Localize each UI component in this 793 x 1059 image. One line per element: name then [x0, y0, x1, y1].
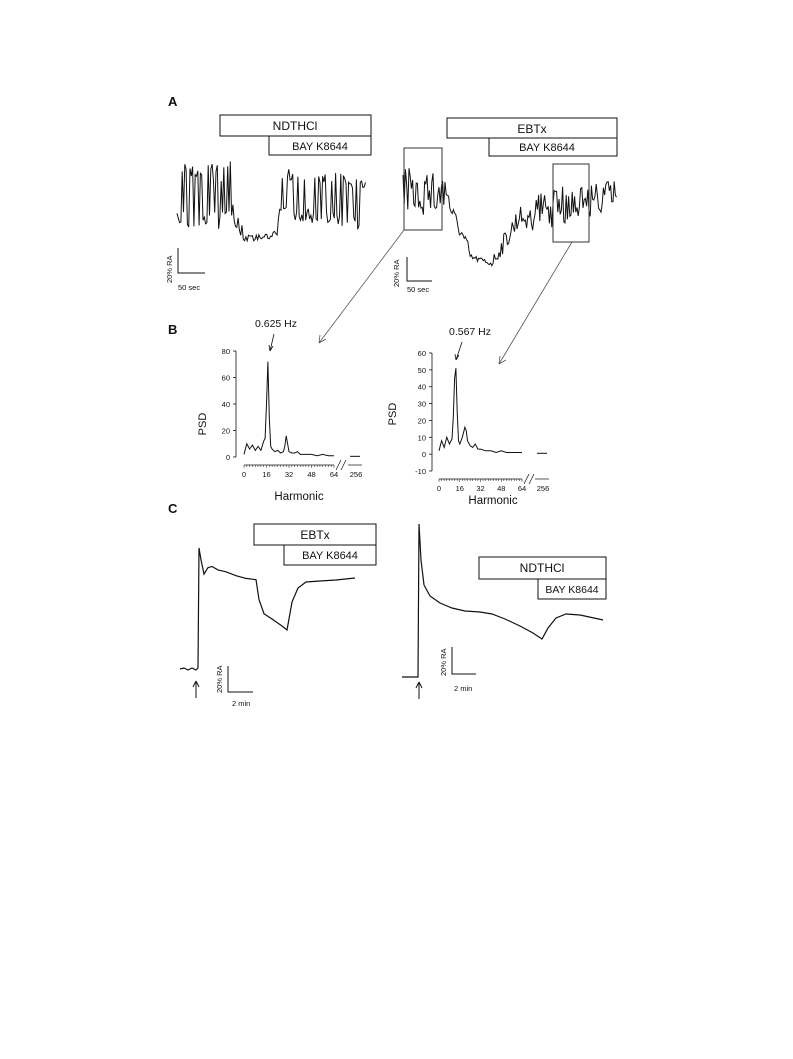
a-right-scale-bar — [392, 257, 432, 294]
c-left-trace-line — [180, 548, 355, 670]
x-tick-label: 64 — [329, 470, 339, 479]
x-tick-label: 48 — [497, 484, 506, 493]
x-tick-label: 32 — [476, 484, 485, 493]
panel-label-a: A — [168, 94, 178, 109]
c-left-treatment-bottom-label: BAY K8644 — [302, 550, 358, 562]
a-left-scale-vertical-label: 20% RA — [165, 255, 174, 283]
b-left-x-axis-label: Harmonic — [274, 491, 324, 503]
a-left-trace — [177, 162, 366, 241]
a-left-treatment-top-label: NDTHCl — [272, 119, 318, 133]
y-tick-label: 80 — [221, 347, 230, 356]
x-tick-label: 256 — [536, 484, 550, 493]
y-tick-label: 0 — [421, 450, 426, 460]
y-tick-label: 30 — [417, 399, 426, 409]
a-left-scale-bar — [165, 248, 205, 292]
b-left-psd-line — [244, 362, 334, 456]
b-right-peak-label: 0.567 Hz — [448, 326, 492, 338]
x-axis-break — [336, 460, 346, 470]
y-tick-label: 60 — [221, 373, 230, 383]
c-right-treatment-top-label: NDTHCl — [519, 561, 565, 575]
x-tick-label: 256 — [349, 470, 363, 479]
a-left-treatment-bars — [220, 115, 371, 155]
c-right-treatment-bars — [479, 557, 606, 599]
y-tick-label: 20 — [417, 416, 426, 426]
a-left-treatment-bottom-label: BAY K8644 — [292, 141, 348, 153]
x-tick-label: 16 — [262, 470, 271, 479]
y-tick-label: -10 — [415, 467, 426, 476]
y-tick-label: 0 — [225, 453, 230, 462]
a-right-trace — [403, 148, 617, 266]
c-left-scale-bar — [215, 665, 253, 708]
b-left-peak-label: 0.625 Hz — [254, 318, 298, 330]
x-axis-break — [524, 474, 534, 484]
c-left-stimulus-arrow — [193, 681, 199, 698]
y-tick-label: 40 — [221, 400, 230, 409]
y-tick-label: 50 — [417, 365, 426, 375]
c-right-stimulus-arrow — [416, 682, 422, 699]
panel-label-c: C — [168, 501, 178, 516]
a-right-treatment-bottom-label: BAY K8644 — [519, 142, 575, 154]
b-right-axes — [415, 349, 549, 493]
c-right-scale-horizontal-label: 2 min — [454, 684, 473, 693]
a-right-trace-line — [403, 168, 617, 266]
a-left-trace-line — [177, 162, 366, 241]
y-tick-label: 60 — [417, 349, 426, 358]
b-left-y-axis-label: PSD — [197, 412, 209, 436]
zoom-connector-lines — [319, 230, 572, 364]
y-tick-label: 40 — [417, 382, 426, 392]
a-right-treatment-bars — [447, 118, 617, 156]
c-left-scale-horizontal-label: 2 min — [232, 699, 251, 708]
b-left-axes — [222, 347, 363, 479]
a-right-treatment-top-label: EBTx — [517, 122, 547, 136]
a-right-zoom-box-early — [404, 148, 442, 230]
x-tick-label: 16 — [455, 484, 464, 493]
c-left-treatment-top-label: EBTx — [300, 528, 330, 542]
c-left-treatment-bars — [254, 524, 376, 565]
c-right-scale-bar — [439, 647, 476, 693]
a-right-scale-vertical-label: 20% RA — [392, 259, 401, 287]
c-left-scale-vertical-label: 20% RA — [215, 665, 224, 693]
panel-label-b: B — [168, 322, 178, 337]
x-tick-label: 32 — [284, 470, 294, 479]
a-left-scale-horizontal-label: 50 sec — [178, 283, 201, 292]
b-left-psd-chart — [197, 318, 362, 503]
c-right-trace-line — [402, 524, 603, 677]
c-left-trace — [180, 548, 355, 698]
x-tick-label: 64 — [517, 484, 527, 493]
c-right-trace — [402, 524, 603, 699]
b-right-psd-line — [439, 368, 522, 452]
c-right-treatment-bottom-label: BAY K8644 — [545, 584, 599, 596]
x-tick-label: 0 — [241, 470, 247, 479]
b-right-y-axis-label: PSD — [387, 402, 399, 426]
b-right-psd-chart — [387, 326, 549, 507]
b-right-x-axis-label: Harmonic — [468, 495, 518, 507]
a-right-scale-horizontal-label: 50 sec — [407, 285, 430, 294]
b-left-peak-arrow — [269, 334, 274, 351]
b-right-peak-arrow — [455, 342, 462, 360]
c-right-scale-vertical-label: 20% RA — [439, 648, 448, 676]
x-tick-label: 0 — [436, 484, 442, 493]
y-tick-label: 20 — [221, 426, 230, 436]
x-tick-label: 48 — [307, 470, 316, 479]
y-tick-label: 10 — [417, 433, 426, 443]
